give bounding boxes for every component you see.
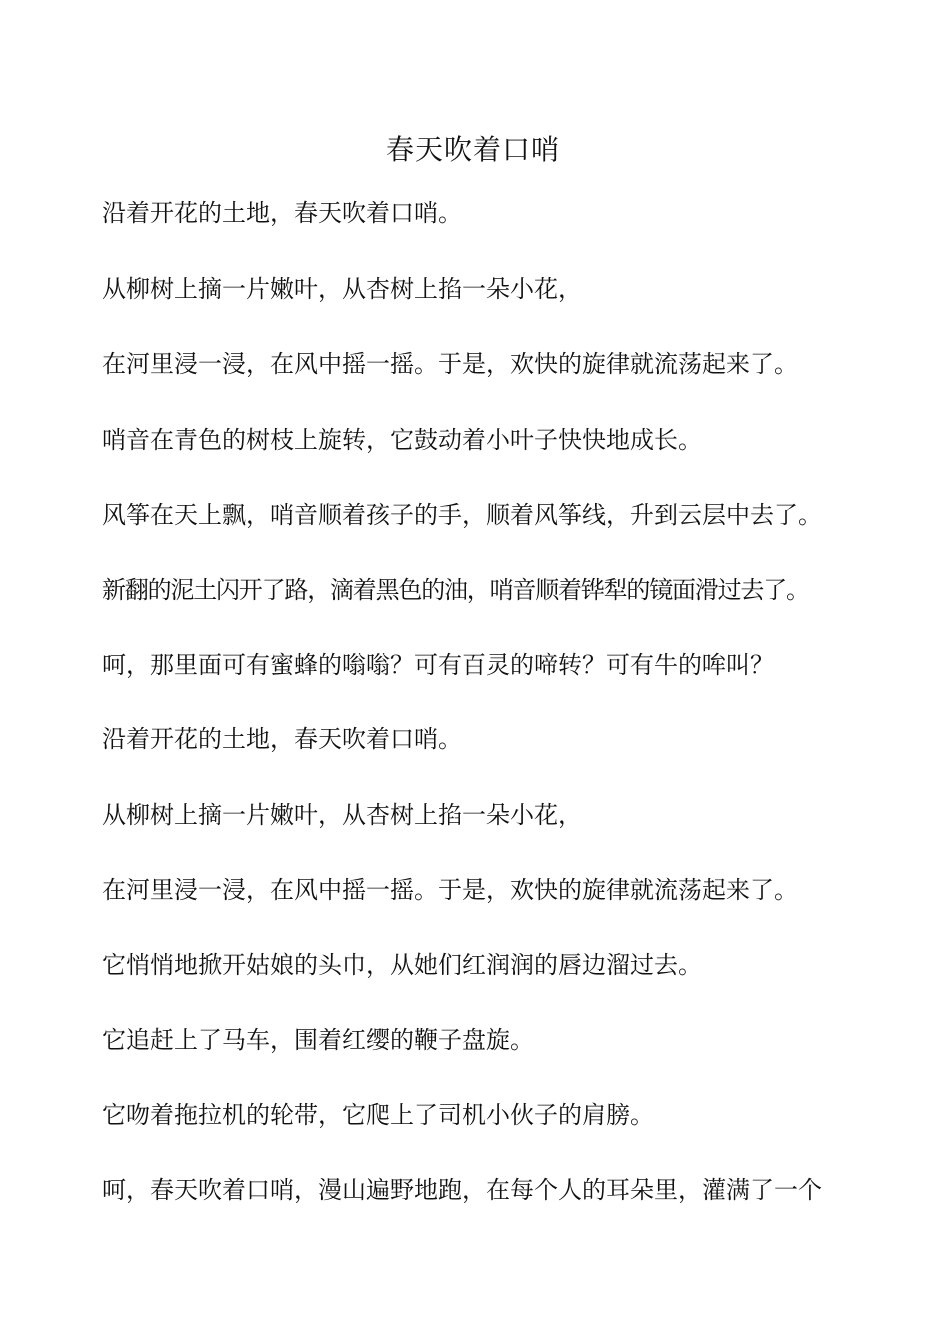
paragraph: 在河里浸一浸，在风中摇一摇。于是，欢快的旋律就流荡起来了。 <box>102 876 798 904</box>
paragraph: 沿着开花的土地，春天吹着口哨。 <box>102 725 462 753</box>
paragraph: 它悄悄地掀开姑娘的头巾，从她们红润润的唇边溜过去。 <box>102 951 702 979</box>
paragraph: 在河里浸一浸，在风中摇一摇。于是，欢快的旋律就流荡起来了。 <box>102 350 798 378</box>
document-title: 春天吹着口哨 <box>385 133 560 166</box>
paragraph: 从柳树上摘一片嫩叶，从杏树上掐一朵小花， <box>102 275 582 303</box>
paragraph: 呵，春天吹着口哨，漫山遍野地跑，在每个人的耳朵里，灌满了一个 <box>102 1176 822 1204</box>
paragraph: 哨音在青色的树枝上旋转，它鼓动着小叶子快快地成长。 <box>102 426 702 454</box>
paragraph: 从柳树上摘一片嫩叶，从杏树上掐一朵小花， <box>102 801 582 829</box>
paragraph: 沿着开花的土地，春天吹着口哨。 <box>102 199 462 227</box>
paragraph: 它吻着拖拉机的轮带，它爬上了司机小伙子的肩膀。 <box>102 1101 654 1129</box>
paragraph: 呵，那里面可有蜜蜂的嗡嗡？可有百灵的啼转？可有牛的哞叫？ <box>102 651 774 679</box>
paragraph: 风筝在天上飘，哨音顺着孩子的手，顺着风筝线，升到云层中去了。 <box>102 501 822 529</box>
paragraph: 新翻的泥土闪开了路，滴着黑色的油，哨音顺着铧犁的镜面滑过去了。 <box>102 576 809 604</box>
paragraph: 它追赶上了马车，围着红缨的鞭子盘旋。 <box>102 1026 534 1054</box>
